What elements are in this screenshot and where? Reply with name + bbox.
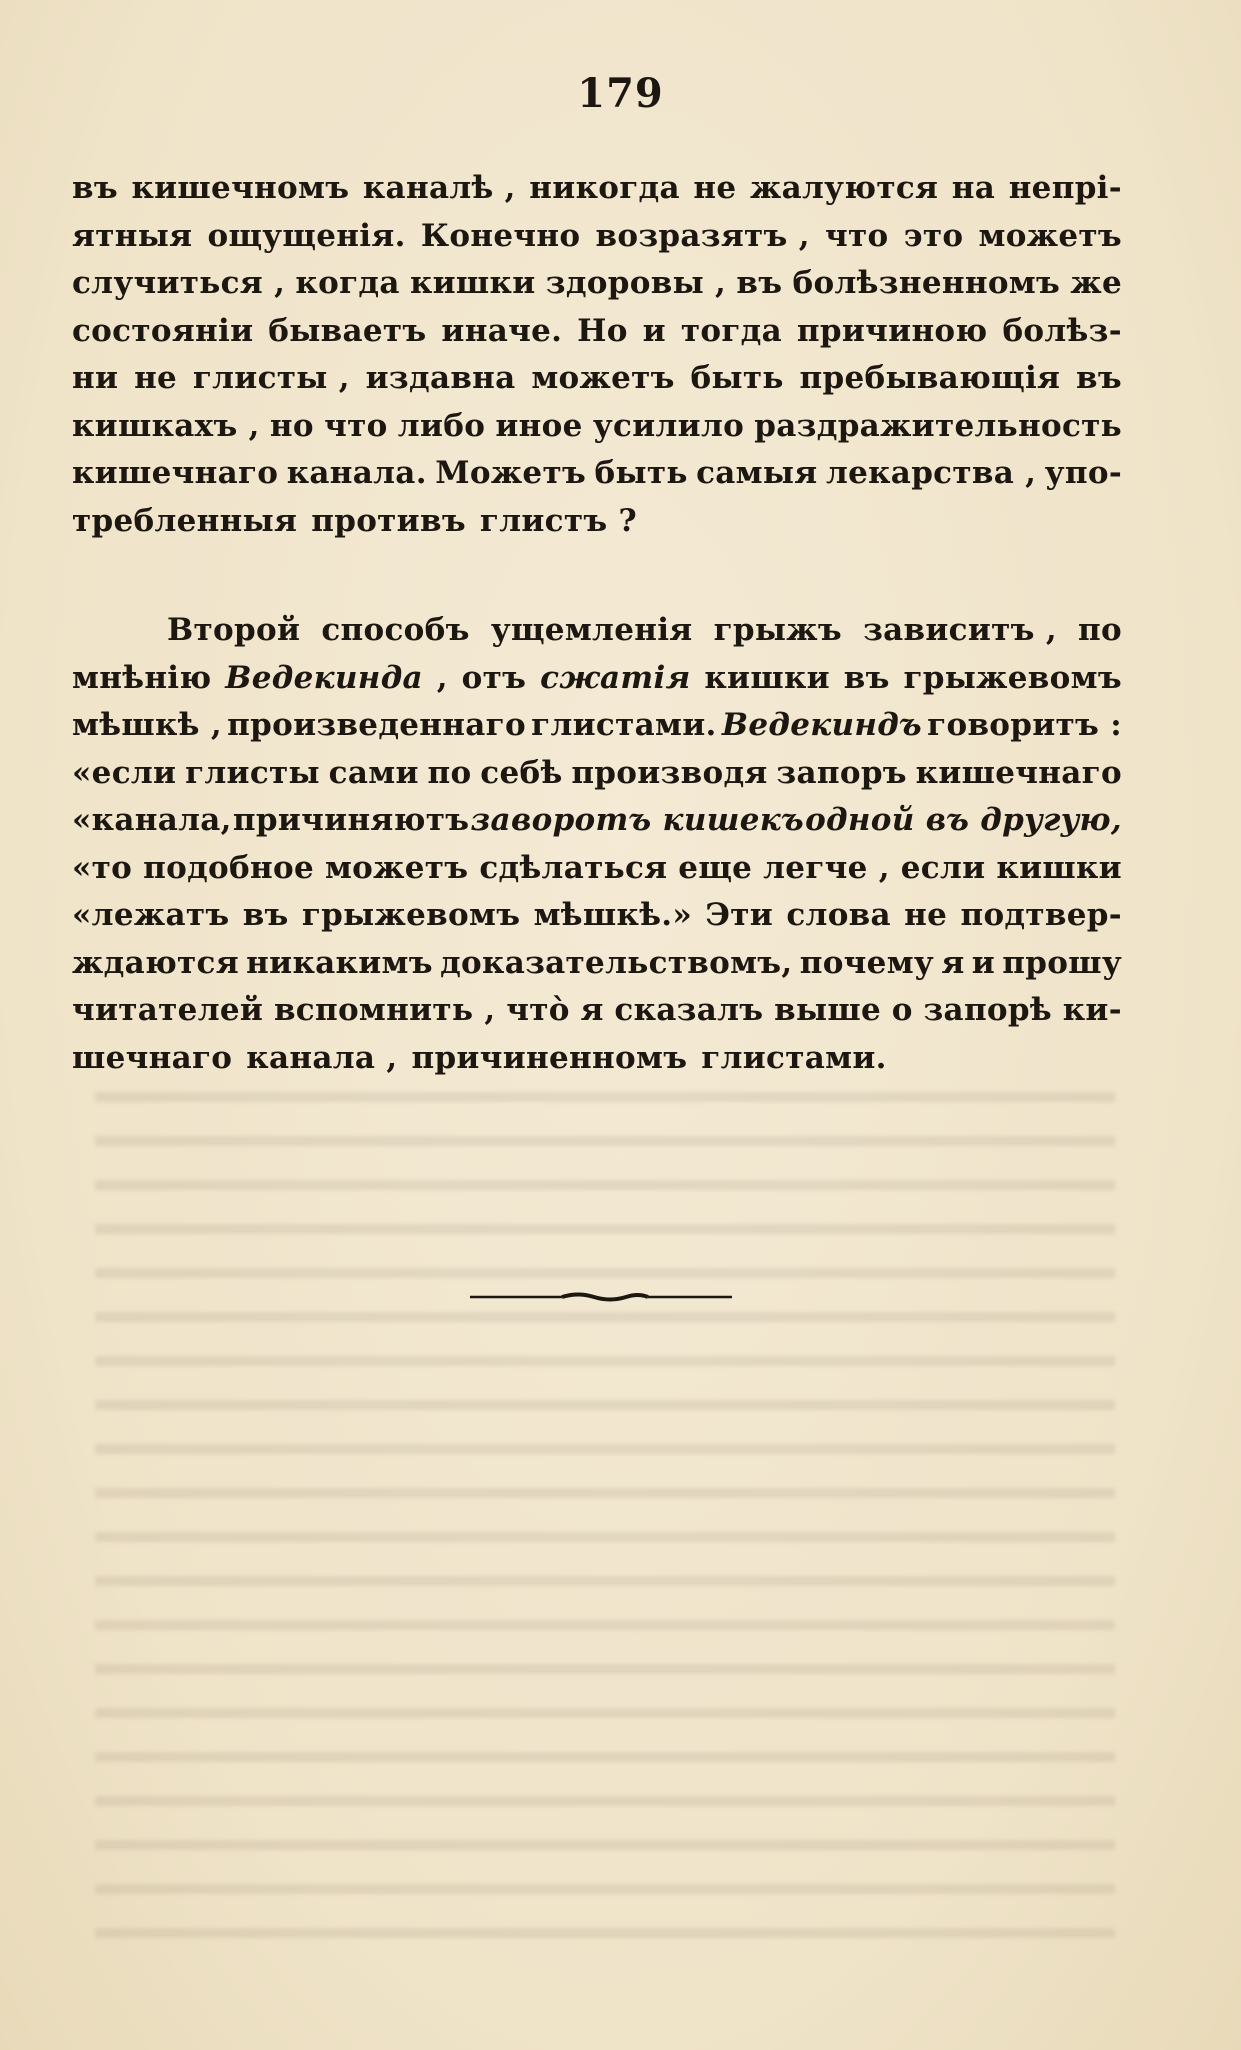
word: состояніи — [72, 312, 254, 349]
word: я — [941, 944, 965, 981]
word: мѣшкѣ , — [72, 707, 222, 743]
word: не — [134, 360, 178, 396]
word: издавна — [365, 360, 516, 396]
text-line — [72, 1035, 1122, 1083]
word: если — [900, 849, 986, 886]
word: читателей — [72, 992, 264, 1028]
word: болѣзненномъ — [792, 265, 1061, 301]
word: ятныя — [72, 217, 193, 254]
word: быть — [690, 360, 784, 396]
text-line — [72, 355, 1122, 403]
word: грыжевомъ — [903, 659, 1122, 696]
word: что — [324, 407, 388, 444]
word: никогда — [529, 170, 680, 206]
word: Ведекиндъ — [721, 707, 922, 743]
text-line — [72, 750, 1122, 798]
word: Конечно — [420, 217, 581, 254]
word: причиною — [796, 312, 988, 349]
word: въ — [242, 897, 289, 933]
word: сдѣлаться — [479, 849, 668, 886]
word: сами — [328, 754, 419, 791]
word: кишечномъ — [131, 170, 350, 206]
word: зависитъ , — [863, 612, 1057, 648]
word: кишкахъ , — [72, 407, 260, 444]
word: въ — [843, 659, 890, 696]
word: глисты — [185, 754, 320, 791]
word: жалуются — [749, 170, 939, 206]
word: «канала, — [72, 802, 232, 838]
word: глисты , — [192, 360, 350, 396]
word: подтвер- — [960, 897, 1122, 933]
word: не — [693, 170, 737, 206]
text-line — [72, 260, 1122, 308]
text-line — [72, 845, 1122, 893]
word: ущемленія — [490, 612, 693, 648]
word: грыжевомъ — [301, 897, 521, 933]
word: и — [642, 312, 666, 349]
word: подобное — [143, 849, 314, 886]
word: способъ — [321, 612, 470, 648]
word: Ведекинда — [225, 659, 423, 696]
word: здоровы , — [545, 265, 727, 301]
word: кишки — [409, 265, 536, 301]
word: что — [825, 217, 889, 254]
word: же — [1070, 265, 1122, 301]
word: и — [971, 944, 996, 981]
word: доказательствомъ, — [440, 944, 793, 981]
separator-ornament — [470, 1292, 732, 1302]
word: легче , — [763, 849, 890, 886]
word: раздражительность — [754, 407, 1122, 444]
word: лекарства , — [825, 455, 1037, 491]
paragraph-2 — [72, 607, 1122, 1082]
word: ки- — [1062, 992, 1122, 1028]
word: вспомнить , — [273, 992, 496, 1028]
word: противъ — [311, 502, 466, 539]
word: иначе. — [441, 312, 563, 349]
word: ждаются — [72, 944, 239, 981]
word: болѣз- — [1002, 312, 1122, 349]
word: пребывающія — [799, 360, 1061, 396]
word: требленныя — [72, 502, 298, 539]
text-line — [72, 450, 1122, 498]
word: Но — [577, 312, 628, 349]
word: почему — [799, 944, 935, 981]
word: по — [427, 754, 472, 791]
paragraph-1 — [72, 165, 1122, 545]
word: не — [904, 897, 948, 933]
word: это — [903, 217, 964, 254]
word: сжатія — [540, 659, 691, 696]
word: либо — [397, 407, 486, 444]
word: глистами. — [701, 1039, 887, 1076]
word: быть — [594, 455, 688, 491]
bleed-through-texture — [95, 1070, 1115, 1950]
page-number: 179 — [577, 70, 664, 117]
word: на — [951, 170, 996, 206]
text-line — [72, 702, 1122, 750]
word: каналѣ , — [362, 170, 516, 206]
text-line — [72, 308, 1122, 356]
text-line — [72, 607, 1122, 655]
text-line — [72, 213, 1122, 261]
word: кишки — [704, 659, 830, 696]
text-line — [72, 498, 1122, 546]
word: тогда — [680, 312, 782, 349]
word: канала , — [246, 1039, 398, 1076]
word: производя — [571, 754, 768, 791]
word: въ — [72, 170, 118, 206]
word: можетъ — [324, 849, 469, 886]
word: но — [269, 407, 314, 444]
word: возразятъ , — [595, 217, 810, 254]
word: прошу — [1002, 944, 1122, 981]
word: непрі- — [1008, 170, 1122, 206]
word: когда — [295, 265, 400, 301]
word: произведеннаго — [227, 707, 526, 743]
word: «то — [72, 849, 133, 886]
text-line — [72, 655, 1122, 703]
word: , — [436, 659, 448, 696]
word: шечнаго — [72, 1039, 233, 1076]
word: глистами. — [531, 707, 717, 743]
word: сказалъ — [614, 992, 764, 1028]
word: заворотъ кишекъ — [470, 802, 804, 838]
word: причиненномъ — [411, 1039, 688, 1076]
word: себѣ — [480, 754, 563, 791]
word: Эти — [705, 897, 774, 933]
word: бываетъ — [268, 312, 427, 349]
word: Второй — [167, 612, 301, 648]
word: въ — [1076, 360, 1122, 396]
word: въ — [736, 265, 783, 301]
word: ощущенія. — [207, 217, 406, 254]
word: усилило — [592, 407, 745, 444]
text-line — [72, 940, 1122, 988]
word: еще — [678, 849, 753, 886]
word: по — [1078, 612, 1122, 648]
word: никакимъ — [246, 944, 433, 981]
word: самыя — [696, 455, 818, 491]
word: слова — [786, 897, 891, 933]
word: отъ — [461, 659, 527, 696]
word: ни — [72, 360, 119, 396]
word: я — [580, 992, 604, 1028]
word: запорѣ — [923, 992, 1052, 1028]
word: «лежатъ — [72, 897, 230, 933]
word: одной въ другую, — [805, 802, 1122, 838]
word: Можетъ — [435, 455, 587, 491]
word: случиться , — [72, 265, 286, 301]
text-line — [72, 987, 1122, 1035]
word: причиняютъ — [232, 802, 470, 838]
word: упо- — [1044, 455, 1122, 491]
word: мнѣнію — [72, 659, 212, 696]
text-line — [72, 403, 1122, 451]
word: глистъ ? — [479, 502, 637, 539]
word: грыжъ — [713, 612, 842, 648]
word: говоритъ : — [927, 707, 1122, 743]
word: о — [891, 992, 913, 1028]
word: можетъ — [978, 217, 1122, 254]
word: запоръ — [776, 754, 907, 791]
text-line — [72, 797, 1122, 845]
text-line — [72, 165, 1122, 213]
word: «если — [72, 754, 177, 791]
text-line — [72, 892, 1122, 940]
word: что̀ — [506, 992, 570, 1028]
word: кишечнаго — [72, 455, 279, 491]
word: кишки — [996, 849, 1122, 886]
word: можетъ — [531, 360, 675, 396]
word: мѣшкѣ.» — [533, 897, 693, 933]
word: иное — [495, 407, 583, 444]
word: канала. — [286, 455, 427, 491]
word: кишечнаго — [915, 754, 1122, 791]
word: выше — [774, 992, 881, 1028]
